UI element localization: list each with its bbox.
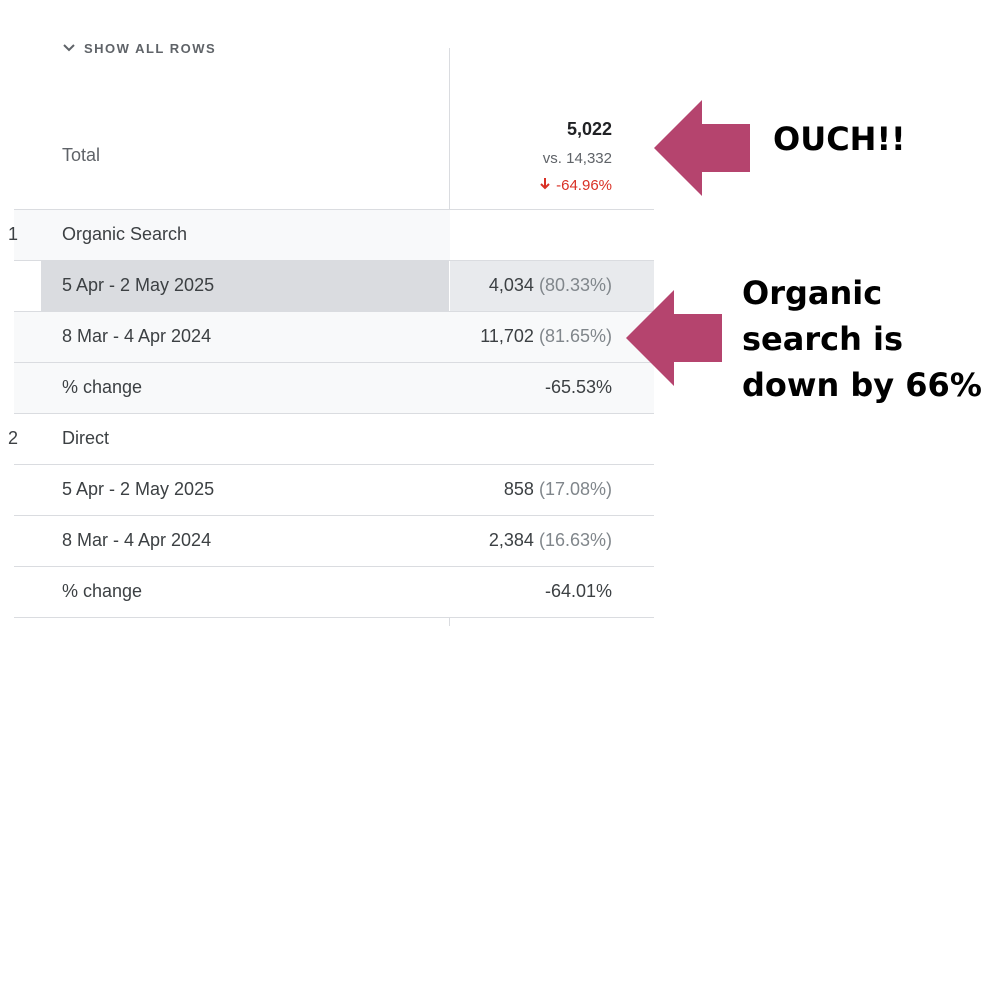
table-row[interactable] (14, 465, 654, 516)
row-value-percent: (80.33%) (538, 275, 612, 295)
table-row[interactable] (14, 261, 654, 312)
table-row-group-direct[interactable] (8, 414, 654, 465)
annotation-line: search is (742, 320, 904, 358)
empty-value-cell (450, 210, 654, 260)
chevron-down-icon (62, 41, 76, 55)
table-row[interactable] (14, 363, 654, 414)
total-change-value: -64.96% (556, 177, 612, 194)
row-value (504, 479, 612, 500)
arrow-left-icon (626, 290, 722, 386)
total-change (540, 177, 612, 194)
row-value-number: 4,034 (488, 275, 534, 295)
row-rank: 2 (8, 428, 19, 448)
table-row[interactable] (14, 567, 654, 618)
show-all-rows-button[interactable] (62, 36, 216, 60)
row-value-number: -64.01% (544, 581, 612, 601)
annotation-line: Organic (742, 274, 883, 312)
show-all-rows-label: SHOW ALL ROWS (84, 40, 217, 56)
total-compare: vs. 14,332 (542, 150, 612, 167)
annotation-organic-search (742, 270, 992, 408)
row-value (480, 326, 612, 347)
date-range-label: 5 Apr - 2 May 2025 (62, 479, 215, 499)
row-value-percent: (81.65%) (538, 326, 612, 346)
channel-label: Organic Search (62, 224, 188, 244)
row-value-number: 11,702 (480, 326, 534, 346)
row-value-percent: (17.08%) (538, 479, 612, 499)
row-value (545, 581, 612, 602)
date-range-label: 8 Mar - 4 Apr 2024 (62, 326, 212, 346)
annotation-ouch: OUCH!! (773, 120, 906, 158)
arrow-left-icon (654, 100, 750, 196)
total-value: 5,022 (566, 119, 612, 139)
total-row (14, 105, 654, 210)
table-row-group-organic-search[interactable] (8, 210, 654, 261)
date-range-label: 5 Apr - 2 May 2025 (62, 275, 215, 295)
table-body (8, 210, 654, 618)
row-value (489, 530, 612, 551)
row-value (545, 377, 612, 398)
row-value (489, 275, 612, 296)
row-value-number: -65.53% (544, 377, 612, 397)
annotation-line: down by 66% (742, 366, 982, 404)
row-rank: 1 (8, 224, 19, 244)
row-value-percent: (16.63%) (538, 530, 612, 550)
change-label: % change (62, 377, 143, 397)
table-row[interactable] (14, 516, 654, 567)
row-value-number: 2,384 (488, 530, 534, 550)
channel-label: Direct (62, 428, 110, 448)
arrow-down-icon (540, 177, 550, 194)
row-value-number: 858 (503, 479, 534, 499)
analytics-table (8, 0, 654, 626)
date-range-label: 8 Mar - 4 Apr 2024 (62, 530, 212, 550)
table-row[interactable] (14, 312, 654, 363)
change-label: % change (62, 581, 143, 601)
total-label: Total (62, 145, 101, 165)
